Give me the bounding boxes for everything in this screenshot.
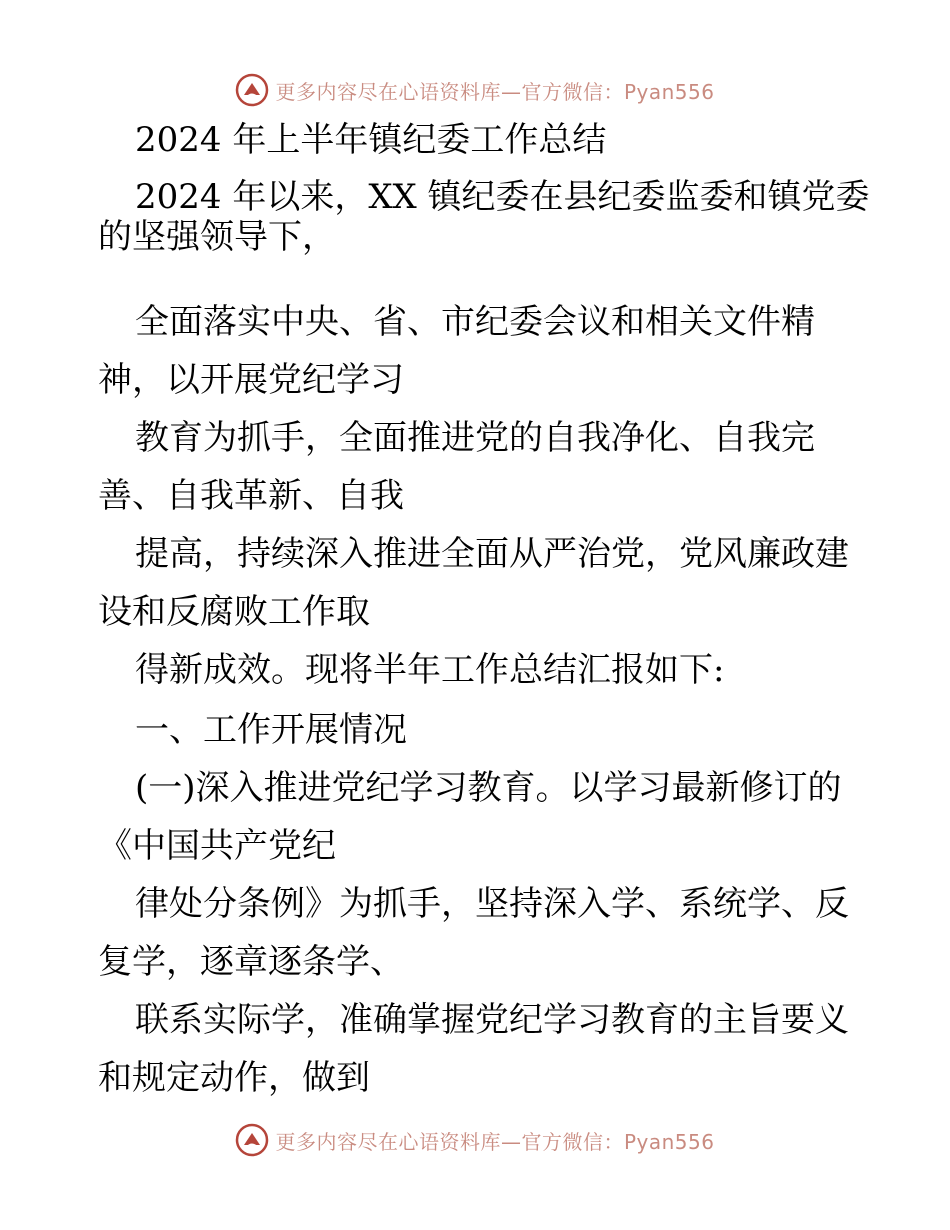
paragraph-line: 的坚强领导下， xyxy=(98,217,336,257)
paragraph-line: 善、自我革新、自我 xyxy=(98,476,404,516)
paragraph-line: 提高，持续深入推进全面从严治党，党风廉政建 xyxy=(135,534,849,574)
subsection-heading-line: (一)深入推进党纪学习教育。以学习最新修订的 xyxy=(135,768,842,808)
book-logo-icon xyxy=(235,73,269,107)
section-heading: 一、工作开展情况 xyxy=(135,710,407,750)
book-logo-icon xyxy=(235,1123,269,1157)
document-title: 2024 年上半年镇纪委工作总结 xyxy=(135,120,607,160)
header-watermark-text: 更多内容尽在心语资料库—官方微信：Pyan556 xyxy=(275,79,715,104)
footer-watermark-text: 更多内容尽在心语资料库—官方微信：Pyan556 xyxy=(275,1129,715,1154)
paragraph-line: 律处分条例》为抓手，坚持深入学、系统学、反 xyxy=(135,884,849,924)
paragraph-line: 得新成效。现将半年工作总结汇报如下: xyxy=(135,650,725,690)
paragraph-line: 教育为抓手，全面推进党的自我净化、自我完 xyxy=(135,418,815,458)
paragraph-line: 设和反腐败工作取 xyxy=(98,592,370,632)
paragraph-line: 和规定动作，做到 xyxy=(98,1058,370,1098)
paragraph-line: 2024 年以来，XX 镇纪委在县纪委监委和镇党委 xyxy=(135,177,870,217)
paragraph-line: 《中国共产党纪 xyxy=(98,826,336,866)
paragraph-line: 全面落实中央、省、市纪委会议和相关文件精 xyxy=(135,302,815,342)
paragraph-line: 联系实际学，准确掌握党纪学习教育的主旨要义 xyxy=(135,1000,849,1040)
paragraph-line: 神，以开展党纪学习 xyxy=(98,360,404,400)
header-watermark-banner xyxy=(0,70,950,110)
paragraph-line: 复学，逐章逐条学、 xyxy=(98,942,404,982)
footer-watermark-banner xyxy=(0,1120,950,1160)
